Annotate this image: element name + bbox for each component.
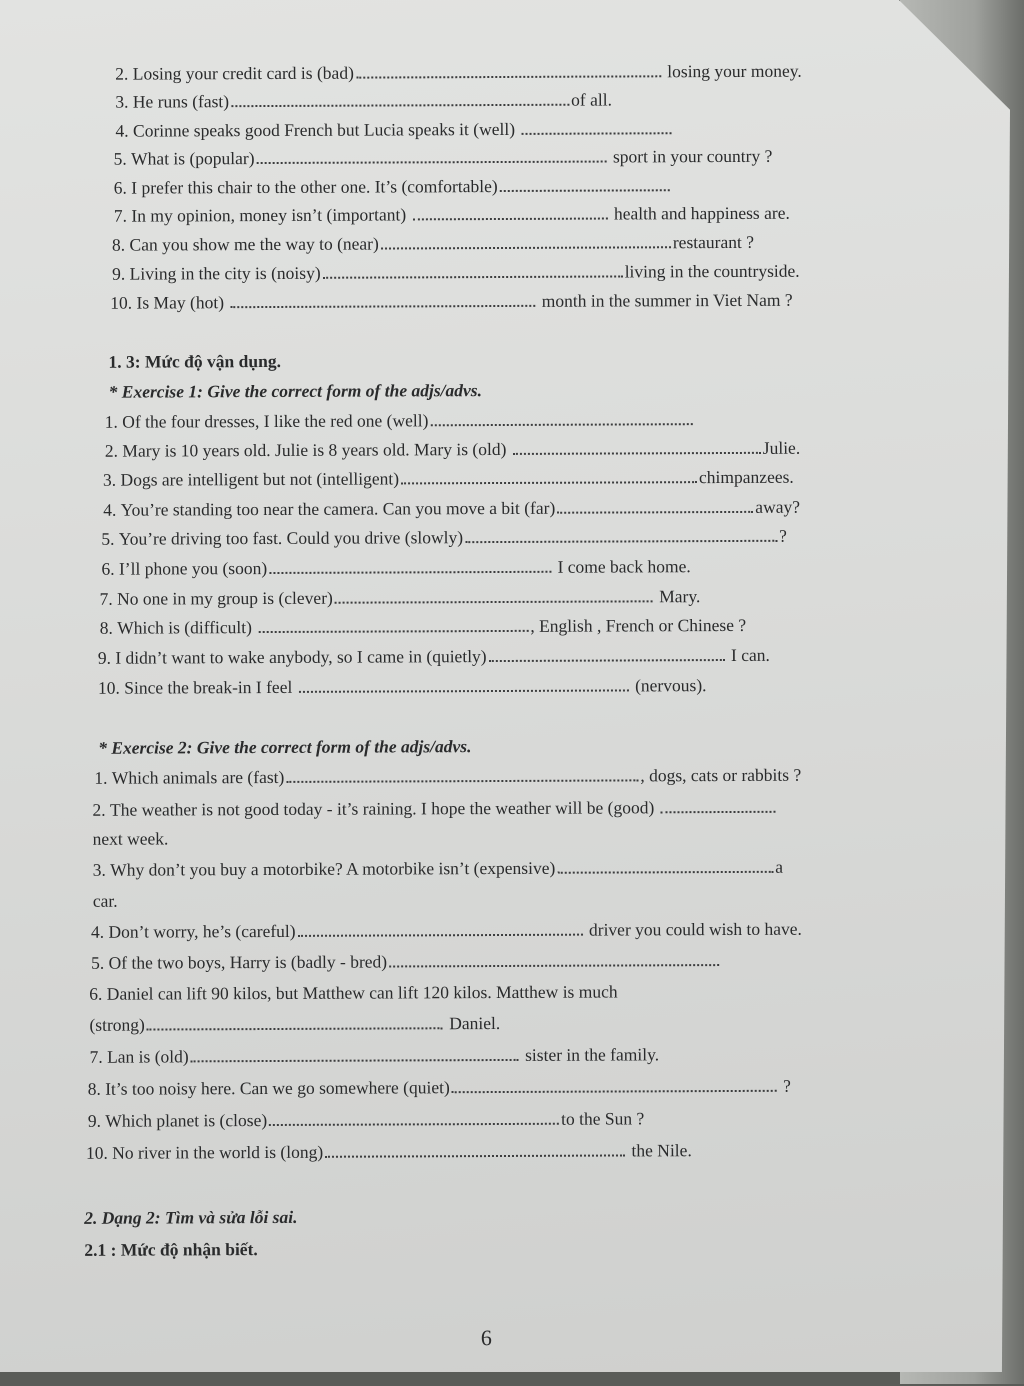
exercise-line: [100, 585, 701, 610]
item-text: Since the break-in I feel: [124, 676, 293, 698]
subsection-heading: 2.1 : Mức độ nhận biết.: [84, 1239, 258, 1260]
exercise-line: [91, 918, 802, 943]
item-number: 4.: [103, 499, 117, 520]
item-text: Corinne speaks good French but Lucia speaks it (well): [132, 118, 516, 141]
item-text: Which animals are (fast): [111, 766, 285, 788]
item-number: 6.: [113, 177, 127, 198]
answer-blank[interactable]: [269, 1111, 559, 1126]
item-number: 3.: [115, 91, 129, 112]
item-text-after: the Nile.: [631, 1140, 692, 1161]
item-number: 7.: [113, 205, 128, 226]
exercise-line: [110, 289, 792, 314]
exercise-line: [112, 231, 754, 256]
answer-blank[interactable]: [286, 767, 638, 783]
exercise-line: [103, 466, 794, 491]
exercise-line: [86, 1139, 692, 1164]
item-number: 10.: [85, 1142, 108, 1163]
item-text-after: I can.: [730, 644, 770, 665]
item-number: 5.: [91, 952, 105, 973]
answer-blank[interactable]: [413, 206, 608, 221]
section-heading: 2. Dạng 2: Tìm và sửa lỗi sai.: [84, 1206, 298, 1228]
item-number: 6.: [101, 558, 115, 579]
answer-blank[interactable]: [269, 559, 551, 574]
item-number: 9.: [112, 263, 126, 284]
item-text-after: of all.: [571, 89, 612, 110]
item-number: 4.: [90, 921, 105, 942]
item-text: I’ll phone you (soon): [118, 558, 268, 579]
answer-blank[interactable]: [389, 952, 719, 967]
item-text-after: , English , French or Chinese ?: [530, 614, 747, 636]
item-number: 9.: [87, 1110, 102, 1131]
item-text-after: (nervous).: [635, 675, 707, 696]
item-number: 8.: [87, 1078, 101, 1099]
item-text-after: Mary.: [659, 586, 701, 607]
item-text: Daniel can lift 90 kilos, but Matthew can lift 120 kilos. Matthew is much: [106, 981, 618, 1004]
item-number: 3.: [92, 859, 106, 880]
answer-blank[interactable]: [465, 528, 777, 543]
answer-blank[interactable]: [661, 799, 776, 814]
item-text: Lan is (old): [107, 1046, 189, 1067]
answer-blank[interactable]: [489, 647, 725, 662]
item-text: The weather is not good today - it’s raining. I hope the weather will be (good): [109, 797, 655, 820]
item-text: It’s too noisy here. Can we go somewhere (quiet): [105, 1077, 450, 1099]
item-number: 3.: [102, 469, 117, 490]
answer-blank[interactable]: [257, 149, 607, 165]
item-text: I didn’t want to wake anybody, so I came in (quietly): [115, 646, 487, 668]
item-text-after: losing your money.: [667, 60, 802, 82]
item-text: Don’t worry, he’s (careful): [108, 920, 296, 942]
item-number: 2.: [104, 440, 119, 461]
exercise-line: [93, 890, 118, 912]
exercise-line: [98, 644, 770, 669]
item-text: Is May (hot): [136, 292, 225, 313]
item-number: 2.: [115, 63, 129, 84]
answer-blank[interactable]: [231, 92, 569, 107]
exercise-line: [93, 827, 169, 849]
exercise-line: [115, 89, 612, 113]
item-text-after: ?: [779, 525, 787, 546]
item-text: next week.: [92, 828, 169, 849]
item-text: Living in the city is (noisy): [129, 262, 321, 284]
item-number: 1.: [104, 411, 118, 432]
exercise-line: [90, 1043, 660, 1067]
item-text-after: a: [775, 856, 784, 877]
answer-blank[interactable]: [557, 499, 753, 514]
answer-blank[interactable]: [452, 1078, 777, 1093]
item-text-after: month in the summer in Viet Nam ?: [541, 289, 793, 311]
exercise-line: [114, 202, 790, 227]
exercise-title: * Exercise 1: Give the correct form of the adjs/advs.: [108, 380, 482, 402]
exercise-line: [94, 764, 801, 789]
answer-blank[interactable]: [335, 588, 653, 603]
exercise-line: [114, 174, 672, 198]
item-number: 8.: [99, 617, 113, 638]
item-text: I prefer this chair to the other one. It’s (comfortable): [131, 176, 498, 198]
answer-blank[interactable]: [521, 120, 671, 135]
answer-blank[interactable]: [430, 411, 692, 426]
item-text-after: restaurant ?: [672, 231, 755, 253]
page-number: 6: [480, 1325, 492, 1351]
item-text: Dogs are intelligent but not (intelligent): [120, 468, 400, 490]
answer-blank[interactable]: [325, 1142, 625, 1157]
exercise-line: [89, 1012, 500, 1036]
item-text-after: away?: [755, 496, 801, 517]
answer-blank[interactable]: [298, 922, 583, 937]
answer-blank[interactable]: [381, 234, 671, 249]
item-number: 10.: [110, 292, 133, 313]
item-text: Which planet is (close): [105, 1110, 268, 1131]
item-text-after: , dogs, cats or rabbits ?: [640, 764, 802, 786]
exercise-line: [98, 674, 707, 699]
item-text: No one in my group is (clever): [117, 587, 333, 609]
item-text-after: Daniel.: [449, 1013, 501, 1034]
item-text-after: to the Sun ?: [561, 1108, 645, 1129]
answer-blank[interactable]: [513, 440, 761, 455]
item-text: Mary is 10 years old. Julie is 8 years old. Mary is (old): [122, 438, 507, 461]
item-text-after: I come back home.: [557, 556, 691, 577]
exercise-line: [112, 260, 800, 285]
item-text: Can you show me the way to (near): [129, 233, 379, 255]
item-number: 4.: [115, 120, 129, 141]
item-text: In my opinion, money isn’t (important): [131, 204, 407, 226]
answer-blank[interactable]: [258, 618, 528, 633]
exercise-line: [91, 949, 721, 974]
answer-blank[interactable]: [147, 1015, 443, 1030]
item-number: 8.: [111, 234, 126, 255]
item-number: 5.: [113, 148, 127, 169]
item-text-after: health and happiness are.: [613, 202, 790, 224]
exercise-line: [92, 796, 777, 821]
section-heading: 1. 3: Mức độ vận dụng.: [108, 350, 281, 372]
answer-blank[interactable]: [356, 63, 661, 78]
item-number: 2.: [92, 799, 106, 820]
answer-blank[interactable]: [191, 1047, 519, 1062]
exercise-line: [88, 1107, 645, 1131]
exercise-line: [93, 856, 783, 881]
item-text-after: living in the countryside.: [624, 260, 800, 282]
item-number: 9.: [97, 647, 111, 668]
item-text-after: driver you could wish to have.: [588, 918, 802, 940]
item-text: (strong): [89, 1014, 145, 1035]
exercise-line: [89, 980, 617, 1004]
item-text: Losing your credit card is (bad): [132, 62, 354, 84]
exercise-line: [88, 1075, 791, 1100]
answer-blank[interactable]: [323, 263, 623, 278]
exercise-line: [105, 437, 800, 462]
item-text: You’re driving too fast. Could you drive (slowly): [118, 527, 464, 549]
item-text-after: ?: [783, 1075, 791, 1096]
exercise-line: [115, 60, 802, 85]
item-number: 7.: [89, 1046, 103, 1067]
item-text: Of the two boys, Harry is (badly - bred): [108, 951, 388, 973]
answer-blank[interactable]: [230, 293, 535, 308]
answer-blank[interactable]: [299, 677, 629, 692]
item-number: 7.: [99, 588, 113, 609]
item-text-after: sport in your country ?: [612, 145, 773, 167]
answer-blank[interactable]: [557, 859, 773, 874]
item-text: No river in the world is (long): [112, 1141, 324, 1163]
exercise-line: [103, 496, 800, 521]
item-text: You’re standing too near the camera. Can you move a bit (far): [120, 497, 556, 520]
exercise-title: * Exercise 2: Give the correct form of the adjs/advs.: [98, 736, 472, 758]
item-number: 10.: [97, 677, 120, 698]
item-text-after: Julie.: [762, 437, 801, 458]
item-text-after: sister in the family.: [525, 1044, 660, 1065]
item-text: Which is (difficult): [117, 617, 253, 638]
item-text: Why don’t you buy a motorbike? A motorbike isn’t (expensive): [110, 857, 556, 880]
exercise-line: [115, 117, 673, 141]
exercise-line: [101, 555, 690, 580]
item-text: What is (popular): [131, 148, 255, 169]
item-text: car.: [92, 890, 118, 911]
answer-blank[interactable]: [401, 469, 697, 484]
item-number: 5.: [101, 528, 115, 549]
exercise-line: [105, 408, 695, 433]
item-text: Of the four dresses, I like the red one (well): [122, 410, 429, 432]
item-number: 6.: [89, 983, 103, 1004]
item-text: He runs (fast): [132, 91, 230, 112]
item-number: 1.: [94, 767, 108, 788]
exercise-line: [101, 525, 787, 550]
item-text-after: chimpanzees.: [698, 466, 794, 488]
exercise-line: [114, 145, 773, 170]
answer-blank[interactable]: [500, 177, 670, 192]
exercise-line: [100, 614, 747, 639]
